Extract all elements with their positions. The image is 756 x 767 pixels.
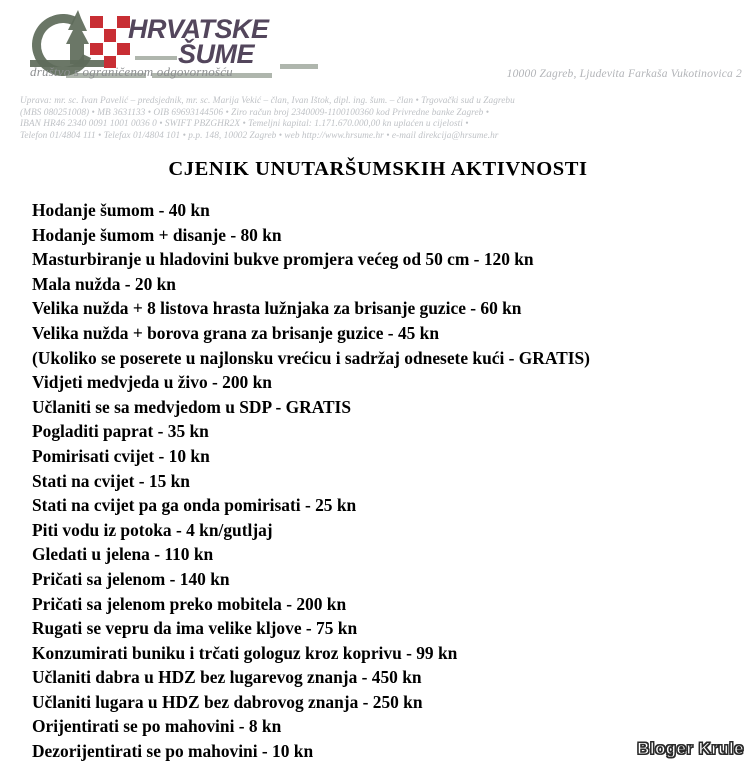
fineprint-line: IBAN HR46 2340 0091 1001 0036 0 • SWIFT PBZGHR2X • Temeljni kapital: 1.171.670.000,00 kn uplaćen u cijelosti • — [20, 119, 469, 130]
list-item: Piti vodu iz potoka - 4 kn/gutljaj — [32, 519, 273, 540]
logo-wordmark-line1: HRVATSKE — [128, 14, 269, 44]
watermark: Bloger Krule — [637, 739, 744, 758]
list-item: Gledati u jelena - 110 kn — [32, 544, 214, 565]
list-item: Mala nužda - 20 kn — [32, 273, 176, 294]
forest-circle-tree-icon — [30, 10, 104, 72]
company-address: 10000 Zagreb, Ljudevita Farkaša Vukotinovica 2 — [506, 68, 742, 80]
company-tagline: društvo s ograničenom odgovornošću — [30, 64, 233, 79]
page-title: CJENIK UNUTARŠUMSKIH AKTIVNOSTI — [168, 158, 588, 180]
list-item: Hodanje šumom + disanje - 80 kn — [32, 224, 282, 245]
list-item: Pričati sa jelenom - 140 kn — [32, 568, 230, 589]
company-fineprint — [20, 96, 744, 142]
letterhead — [0, 0, 756, 152]
list-item: Pogladiti paprat - 35 kn — [32, 421, 209, 442]
list-item: Dezorijentirati se po mahovini - 10 kn — [32, 741, 314, 762]
croatian-chequy-icon — [90, 16, 130, 68]
list-item: Hodanje šumom - 40 kn — [32, 200, 210, 220]
tree-icon — [64, 10, 90, 64]
list-item: Konzumirati buniku i trčati gologuz kroz koprivu - 99 kn — [32, 642, 458, 663]
price-list — [32, 198, 732, 764]
list-item: Stati na cvijet pa ga onda pomirisati - 25 kn — [32, 495, 357, 516]
fineprint-line: Uprava: mr. sc. Ivan Pavelić – predsjednik, mr. sc. Marija Vekić – član, Ivan Ištok, dipl. ing. šum. – član • Trgovački sud u Zagrebu — [20, 96, 515, 106]
list-item: Pomirisati cvijet - 10 kn — [32, 445, 210, 466]
fineprint-line: Telefon 01/4804 111 • Telefax 01/4804 101 • p.p. 148, 10002 Zagreb • web http://www.hrsume.hr • e-mail direkcija@hrsume.hr — [20, 130, 499, 141]
list-item: Rugati se vepru da ima velike kljove - 75 kn — [32, 618, 358, 639]
logo-accent-rule — [135, 56, 177, 60]
logo-wordmark-line2: ŠUME — [178, 39, 255, 69]
list-item: Učlaniti se sa medvjedom u SDP - GRATIS — [32, 396, 351, 417]
fineprint-line: (MBS 080251008) • MB 3631133 • OIB 69693144506 • Žiro račun broj 2340009-1100100360 kod Privredne banke Zagreb • — [20, 107, 490, 118]
list-item: Stati na cvijet - 15 kn — [32, 470, 190, 491]
list-item: Velika nužda + borova grana za brisanje guzice - 45 kn — [32, 322, 440, 343]
list-item: Učlaniti dabra u HDZ bez lugarevog znanja - 450 kn — [32, 667, 422, 688]
logo-underline-right — [280, 64, 318, 69]
list-item: Orijentirati se po mahovini - 8 kn — [32, 716, 282, 737]
list-item: Velika nužda + 8 listova hrasta lužnjaka za brisanje guzice - 60 kn — [32, 298, 522, 319]
list-item: Vidjeti medvjeda u živo - 200 kn — [32, 372, 272, 393]
list-item: Pričati sa jelenom preko mobitela - 200 kn — [32, 593, 347, 614]
list-item: (Ukoliko se poserete u najlonsku vrećicu i sadržaj odnesete kući - GRATIS) — [32, 347, 590, 368]
list-item: Učlaniti lugara u HDZ bez dabrovog znanja - 250 kn — [32, 691, 423, 712]
list-item: Masturbiranje u hladovini bukve promjera većeg od 50 cm - 120 kn — [32, 249, 534, 270]
